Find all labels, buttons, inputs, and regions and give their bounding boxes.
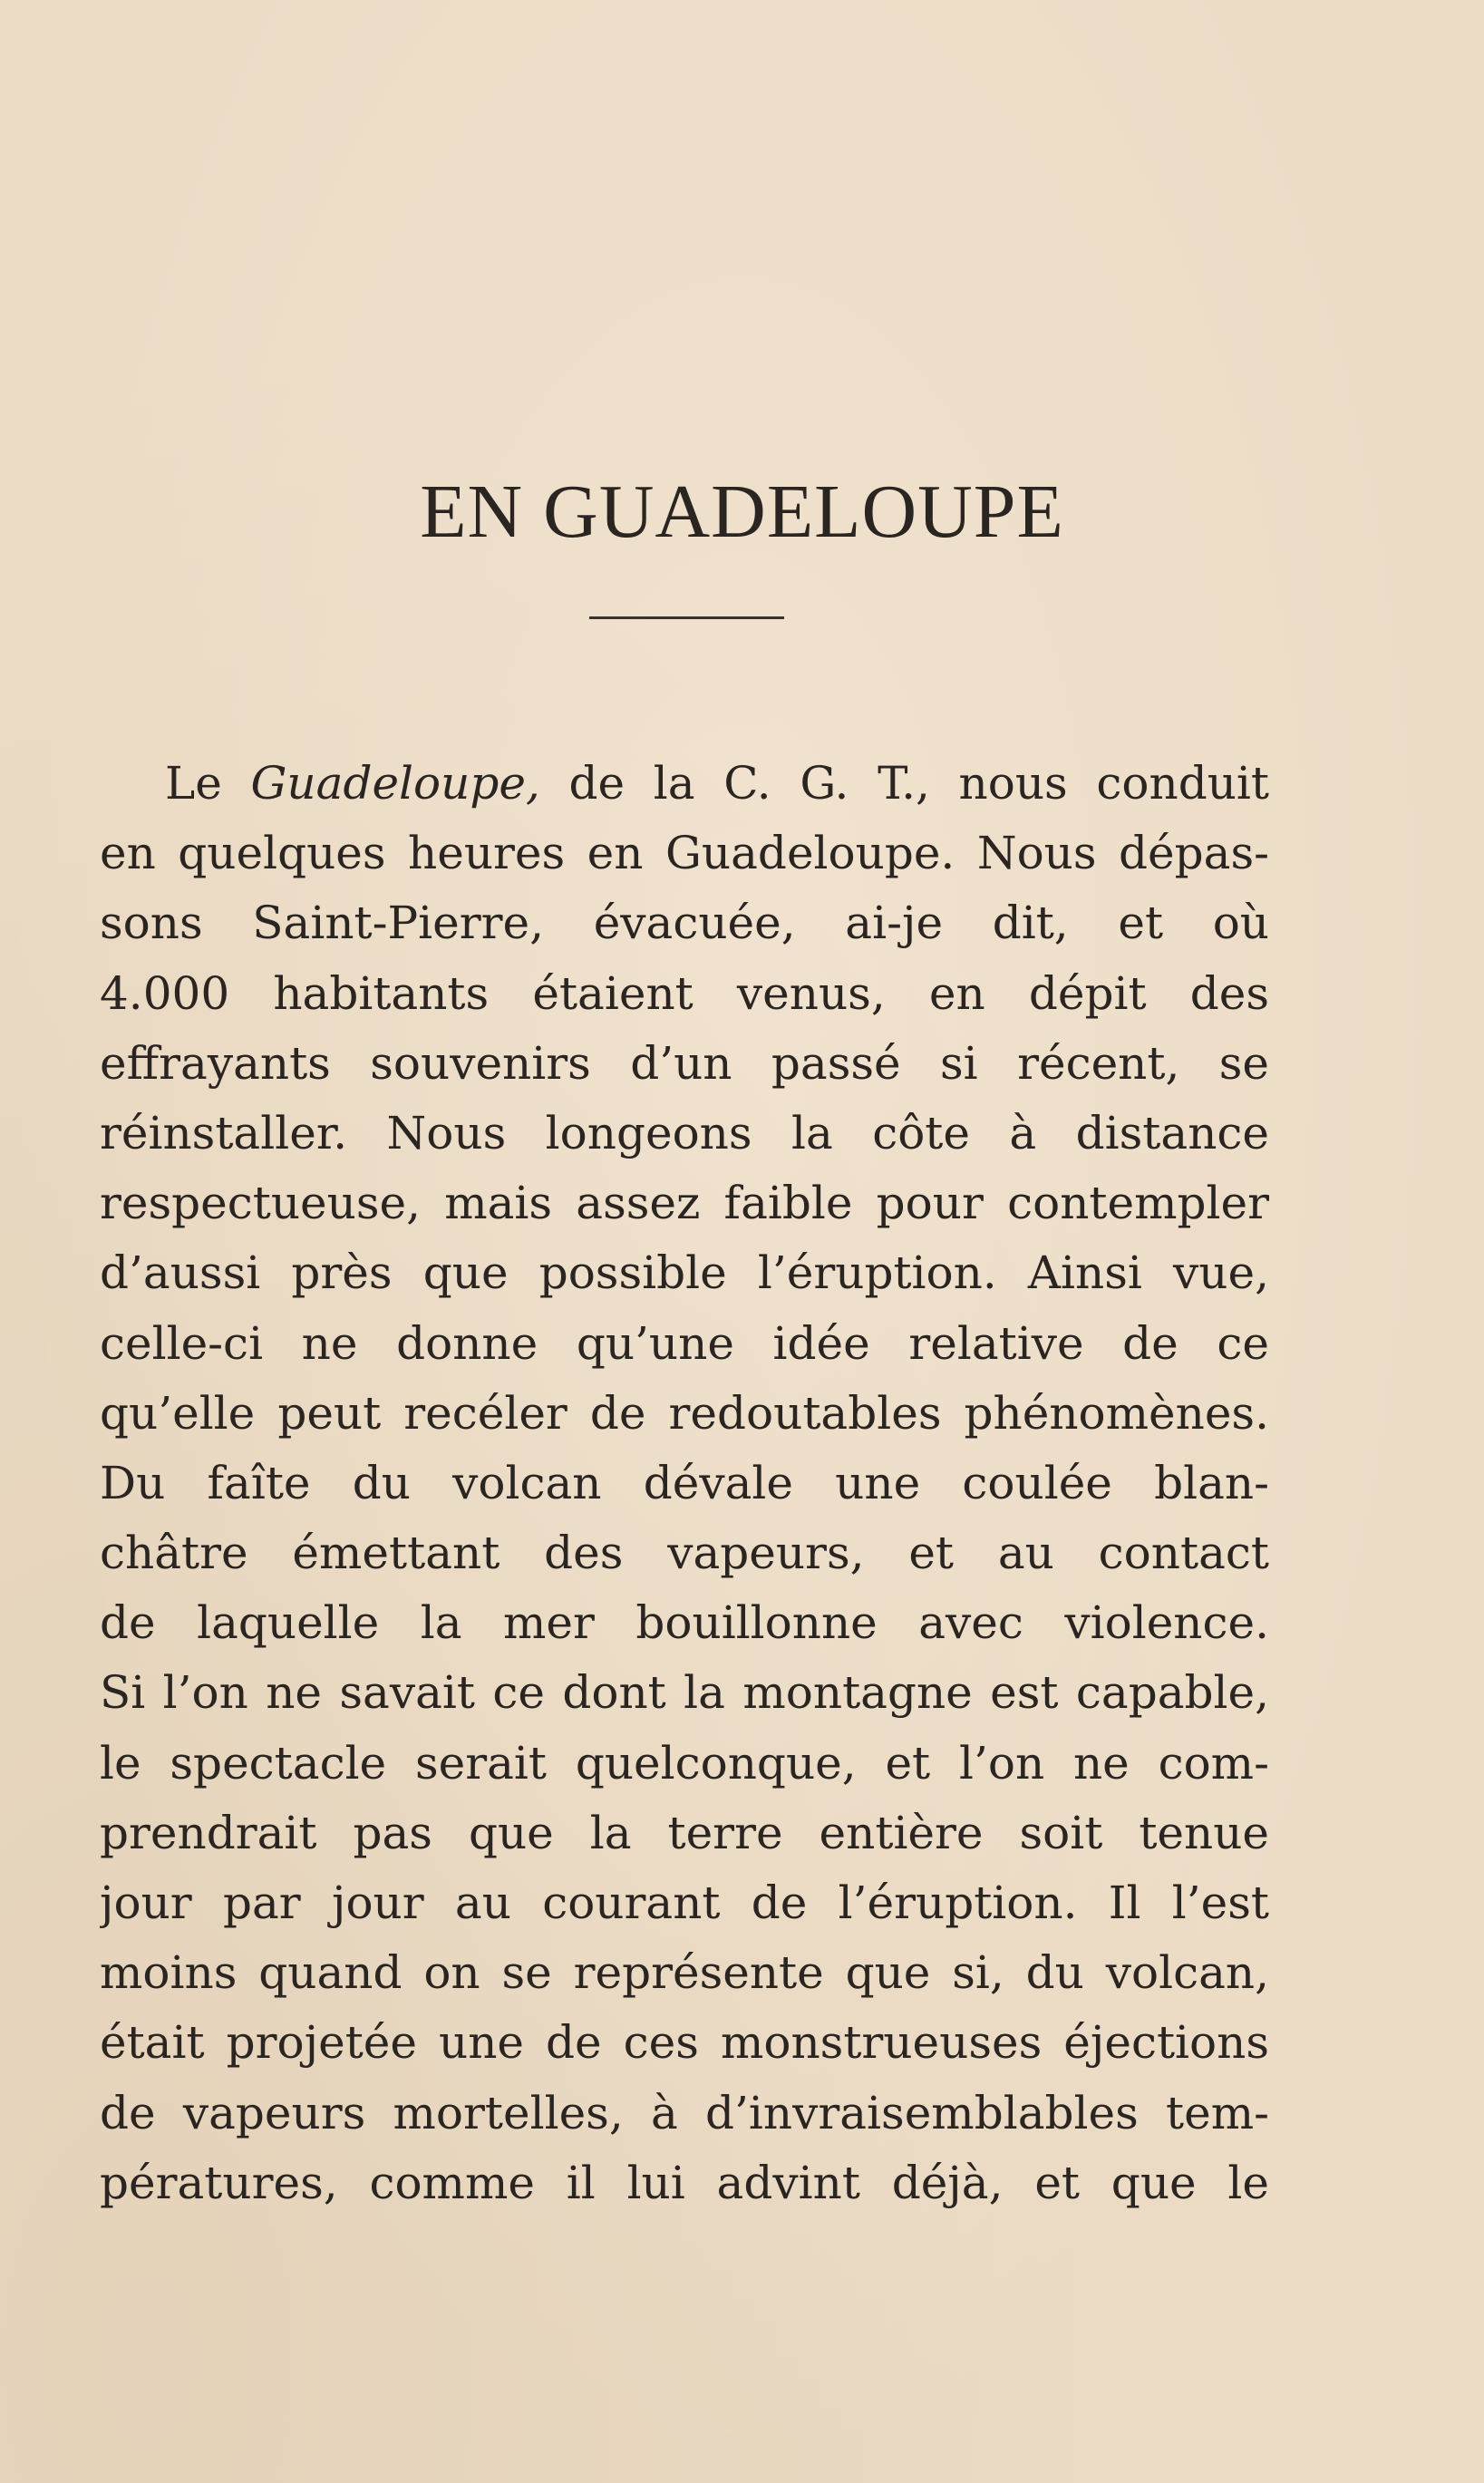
text-line-19: était projetée une de ces monstrueuses éjections <box>100 2016 1269 2070</box>
text-line-6: réinstaller. Nous longeons la côte à distance <box>100 1106 1269 1159</box>
text-line-9: celle-ci ne donne qu’une idée relative de ce <box>100 1316 1269 1370</box>
text-line-14: Si l’on ne savait ce dont la montagne est capable, <box>100 1666 1269 1720</box>
text-line-3: sons Saint-Pierre, évacuée, ai-je dit, et où <box>100 897 1269 950</box>
text-line-5: effrayants souvenirs d’un passé si récent, se <box>100 1036 1269 1090</box>
text-line-16: prendrait pas que la terre entière soit tenue <box>100 1806 1269 1859</box>
text-line-15: le spectacle serait quelconque, et l’on ne com- <box>100 1736 1269 1790</box>
chapter-heading: EN GUADELOUPE <box>420 470 1064 554</box>
text-line-10: qu’elle peut recéler de redoutables phénomènes. <box>100 1386 1269 1440</box>
body-paragraph <box>100 749 1269 2218</box>
heading-rule <box>589 616 784 619</box>
text-line-2: en quelques heures en Guadeloupe. Nous dépas- <box>100 827 1269 880</box>
text-line-4: 4.000 habitants étaient venus, en dépit des <box>100 966 1269 1020</box>
text-line-8: d’aussi près que possible l’éruption. Ainsi vue, <box>100 1246 1269 1300</box>
text-line-18: moins quand on se représente que si, du volcan, <box>100 1946 1269 2000</box>
text-line-1: Le Guadeloupe, de la C. G. T., nous conduit <box>165 757 1269 810</box>
text-line-11: Du faîte du volcan dévale une coulée blan- <box>100 1456 1269 1509</box>
text-line-12: châtre émettant des vapeurs, et au contact <box>100 1527 1269 1580</box>
text-line-21: pératures, comme il lui advint déjà, et que le <box>100 2156 1269 2209</box>
text-line-20: de vapeurs mortelles, à d’invraisemblables tem- <box>100 2086 1269 2139</box>
text-line-13: de laquelle la mer bouillonne avec violence. <box>100 1596 1269 1650</box>
ship-name: Guadeloupe, <box>250 757 540 810</box>
text-line-17: jour par jour au courant de l’éruption. Il l’est <box>100 1877 1269 1929</box>
text-line-7: respectueuse, mais assez faible pour contempler <box>100 1177 1269 1230</box>
